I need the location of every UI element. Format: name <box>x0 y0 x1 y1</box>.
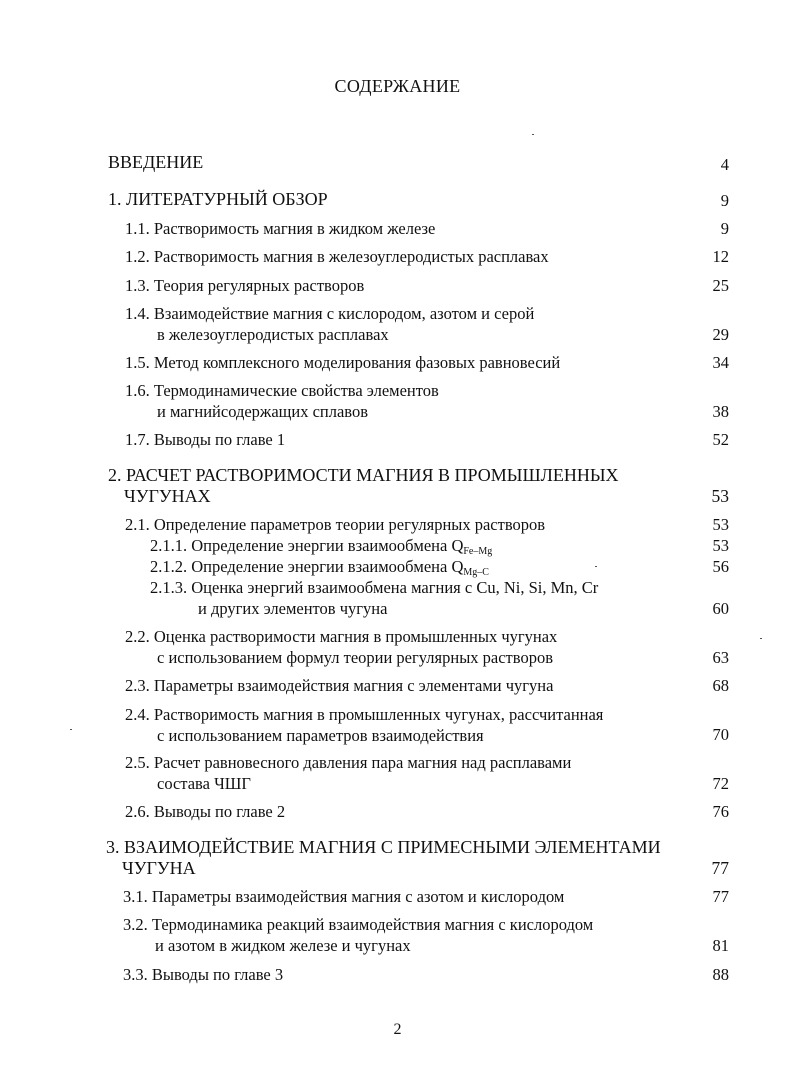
toc-entry-label: 1.7. Выводы по главе 1 <box>125 430 286 449</box>
toc-page-number: 29 <box>712 325 729 344</box>
toc-entry-label-cont: и других элементов чугуна <box>198 599 388 618</box>
toc-section-1-1 <box>125 218 435 239</box>
toc-page-number: 70 <box>712 725 729 744</box>
toc-entry-label: 1.3. Теория регулярных растворов <box>125 276 365 295</box>
toc-entry-subscript: Mg–C <box>463 567 489 578</box>
toc-entry-label: 1.4. Взаимодействие магния с кислородом, азотом и серой <box>125 304 535 323</box>
toc-section-2-1 <box>125 514 545 535</box>
toc-page-number: 53 <box>712 536 729 555</box>
footer-page-number: 2 <box>393 1021 402 1038</box>
page-title: СОДЕРЖАНИЕ <box>334 76 461 96</box>
toc-entry-label-cont: с использованием параметров взаимодействия <box>157 726 484 745</box>
toc-entry-label: 3. ВЗАИМОДЕЙСТВИЕ МАГНИЯ С ПРИМЕСНЫМИ ЭЛЕМЕНТАМИ <box>106 837 661 857</box>
toc-page-number: 52 <box>712 430 729 449</box>
toc-page-number: 25 <box>712 276 729 295</box>
toc-section-1-4 <box>125 303 534 345</box>
toc-page-number: 60 <box>712 599 729 618</box>
toc-page-number: 9 <box>720 191 729 210</box>
toc-section-1-2 <box>125 246 549 267</box>
toc-page-number: 77 <box>711 858 729 878</box>
toc-entry-label-cont: с использованием формул теории регулярных растворов <box>157 648 553 667</box>
toc-entry-label: 2.4. Растворимость магния в промышленных чугунах, рассчитанная <box>125 705 604 724</box>
toc-section-2-4 <box>125 704 603 746</box>
toc-page-number: 4 <box>720 155 729 174</box>
toc-page-number: 53 <box>711 486 729 506</box>
toc-entry-label: 2.3. Параметры взаимодействия магния с элементами чугуна <box>125 676 554 695</box>
toc-section-1-3 <box>125 275 364 296</box>
toc-page-number: 63 <box>712 648 729 667</box>
toc-section-3-2 <box>123 914 593 956</box>
toc-chapter-2 <box>108 465 619 507</box>
toc-entry-label-cont: и азотом в жидком железе и чугунах <box>155 936 411 955</box>
scan-speck <box>595 566 597 567</box>
toc-page-number: 53 <box>712 515 729 534</box>
toc-subsection-2-1-3 <box>150 577 598 619</box>
toc-entry-label: 3.1. Параметры взаимодействия магния с азотом и кислородом <box>123 887 565 906</box>
toc-entry-label-cont: ЧУГУНА <box>122 858 196 878</box>
toc-page-number: 88 <box>712 965 729 984</box>
toc-section-3-3 <box>123 964 283 985</box>
toc-entry-label-cont: в железоуглеродистых расплавах <box>157 325 389 344</box>
toc-page-number: 76 <box>712 802 729 821</box>
toc-entry-label: 1.5. Метод комплексного моделирования фазовых равновесий <box>125 353 561 372</box>
toc-page-number: 56 <box>712 557 729 576</box>
toc-entry-subscript: Fe–Mg <box>463 546 493 557</box>
scan-speck <box>532 134 534 135</box>
toc-entry-label: 1.1. Растворимость магния в жидком железе <box>125 219 436 238</box>
toc-entry-intro <box>108 152 203 173</box>
toc-entry-label: 2.1.1. Определение энергии взаимообмена Q <box>150 536 464 555</box>
toc-entry-label: 1.6. Термодинамические свойства элементов <box>125 381 439 400</box>
toc-entry-label: 1. ЛИТЕРАТУРНЫЙ ОБЗОР <box>108 189 328 209</box>
toc-entry-label: 3.2. Термодинамика реакций взаимодействия магния с кислородом <box>123 915 594 934</box>
toc-page-number: 9 <box>720 219 729 238</box>
toc-section-2-5 <box>125 752 571 794</box>
toc-page-number: 12 <box>712 247 729 266</box>
toc-entry-label: 2.5. Расчет равновесного давления пара магния над расплавами <box>125 753 572 772</box>
toc-section-1-7 <box>125 429 285 450</box>
toc-entry-label: 3.3. Выводы по главе 3 <box>123 965 284 984</box>
toc-entry-label: 2.6. Выводы по главе 2 <box>125 802 286 821</box>
toc-section-1-5 <box>125 352 560 373</box>
toc-section-3-1 <box>123 886 564 907</box>
toc-entry-label: 2.2. Оценка растворимости магния в промышленных чугунах <box>125 627 558 646</box>
toc-entry-label: 2.1. Определение параметров теории регулярных растворов <box>125 515 546 534</box>
toc-section-2-2 <box>125 626 557 668</box>
toc-entry-label: ВВЕДЕНИЕ <box>108 152 204 172</box>
toc-page-number: 72 <box>712 774 729 793</box>
toc-page-number: 38 <box>712 402 729 421</box>
toc-page-number: 77 <box>712 887 729 906</box>
toc-section-2-6 <box>125 801 285 822</box>
toc-chapter-1 <box>108 189 328 210</box>
toc-entry-label-cont: и магнийсодержащих сплавов <box>157 402 368 421</box>
toc-entry-label: 2.1.2. Определение энергии взаимообмена Q <box>150 557 464 576</box>
toc-section-2-3 <box>125 675 553 696</box>
toc-entry-label: 2. РАСЧЕТ РАСТВОРИМОСТИ МАГНИЯ В ПРОМЫШЛЕННЫХ <box>108 465 619 485</box>
toc-entry-label-cont: состава ЧШГ <box>157 774 251 793</box>
toc-page-number: 81 <box>712 936 729 955</box>
toc-entry-label: 1.2. Растворимость магния в железоуглеродистых расплавах <box>125 247 549 266</box>
toc-chapter-3 <box>106 837 661 879</box>
toc-page-number: 34 <box>712 353 729 372</box>
toc-page-number: 68 <box>712 676 729 695</box>
toc-section-1-6 <box>125 380 439 422</box>
scan-speck <box>760 638 762 639</box>
toc-entry-label: 2.1.3. Оценка энергий взаимообмена магния с Cu, Ni, Si, Mn, Cr <box>150 578 599 597</box>
scan-speck <box>70 729 72 730</box>
toc-entry-label-cont: ЧУГУНАХ <box>124 486 211 506</box>
